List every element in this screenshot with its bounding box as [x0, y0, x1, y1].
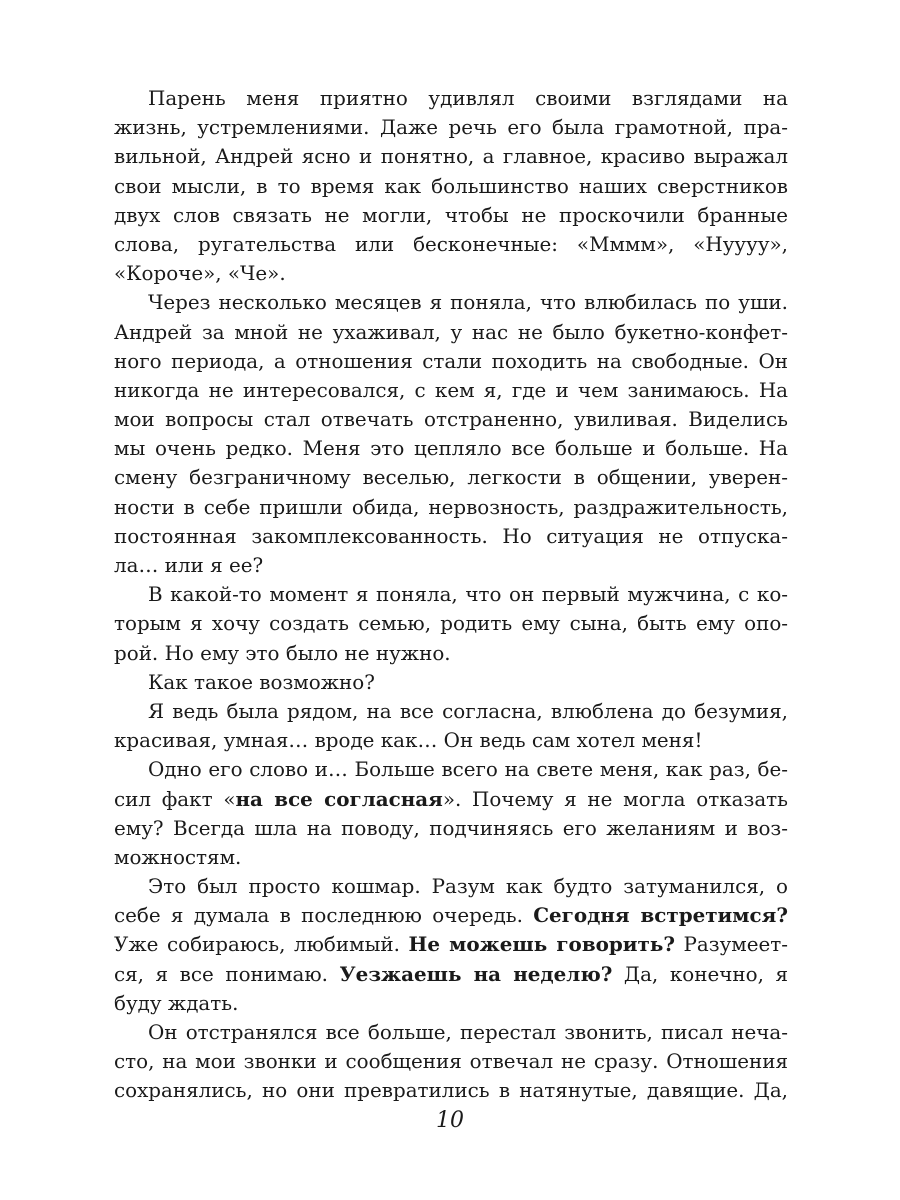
text-line: Как такое возможно?	[148, 670, 375, 694]
text-line: себе я думала в последнюю очередь. Сегодня встретимся?	[114, 903, 788, 928]
text-line: рой. Но ему это было не нужно.	[114, 641, 451, 665]
text-line: двух слов связать не могли, чтобы не проскочили бранные	[114, 203, 788, 227]
text-line: ности в себе пришли обида, нервозность, раздражительность,	[114, 495, 788, 519]
text-line: Я ведь была рядом, на все согласна, влюблена до безумия,	[148, 699, 788, 723]
bold-phrase: Уезжаешь на неделю?	[339, 961, 613, 986]
body-text	[114, 84, 788, 1106]
text-line: сохранялись, но они превратились в натянутые, давящие. Да,	[114, 1079, 788, 1103]
text-line: «Короче», «Че».	[114, 262, 286, 286]
text-line: Он отстранялся все больше, перестал звонить, писал неча-	[148, 1021, 788, 1044]
text-line: буду ждать.	[114, 991, 239, 1015]
text-line: ного периода, а отношения стали походить на свободные. Он	[114, 349, 788, 373]
text-line: сил факт «на все согласная». Почему я не могла отказать	[114, 786, 788, 811]
text-line: ся, я все понимаю. Уезжаешь на неделю? Да, конечно, я	[114, 961, 788, 986]
text-line: никогда не интересовался, с кем я, где и чем занимаюсь. На	[114, 378, 788, 402]
text-line: мы очень редко. Меня это цепляло все больше и больше. На	[114, 437, 788, 461]
bold-phrase: на все согласная	[235, 786, 443, 811]
text-line: Парень меня приятно удивлял своими взглядами на	[148, 87, 788, 110]
bold-phrase: Сегодня встретимся?	[533, 903, 788, 928]
text-line: Одно его слово и… Больше всего на свете меня, как раз, бе-	[148, 758, 788, 782]
text-line: мои вопросы стал отвечать отстраненно, увиливая. Виделись	[114, 408, 788, 432]
text-line: Через несколько месяцев я поняла, что влюбилась по уши.	[148, 291, 788, 315]
text-line: свои мысли, в то время как большинство наших сверстников	[114, 174, 788, 198]
text-line: постоянная закомплексованность. Но ситуация не отпуска-	[114, 524, 788, 548]
text-line: Андрей за мной не ухаживал, у нас не было букетно-конфет-	[114, 320, 788, 344]
text-line: торым я хочу создать семью, родить ему сына, быть ему опо-	[114, 612, 788, 636]
text-line: сто, на мои звонки и сообщения отвечал не сразу. Отношения	[114, 1050, 788, 1074]
text-line: В какой-то момент я поняла, что он первый мужчина, с ко-	[148, 583, 788, 607]
bold-phrase: Не можешь говорить?	[408, 932, 675, 957]
text-line: жизнь, устремлениями. Даже речь его была грамотной, пра-	[114, 116, 788, 140]
text-line: вильной, Андрей ясно и понятно, а главное, красиво выражал	[114, 145, 788, 169]
text-line: красивая, умная… вроде как… Он ведь сам хотел меня!	[114, 729, 703, 753]
page-number: 10	[436, 1108, 464, 1133]
text-line: ла… или я ее?	[114, 554, 264, 577]
text-line: смену безграничному веселью, легкости в общении, уверен-	[114, 466, 788, 490]
text-line: можностям.	[114, 845, 242, 869]
text-line: слова, ругательства или бесконечные: «Мммм», «Нуууу»,	[114, 232, 788, 256]
text-line: ему? Всегда шла на поводу, подчиняясь его желаниям и воз-	[114, 816, 788, 840]
text-line: Это был просто кошмар. Разум как будто затуманился, о	[148, 875, 788, 899]
text-line: Уже собираюсь, любимый. Не можешь говорить? Разумеет-	[114, 932, 788, 957]
